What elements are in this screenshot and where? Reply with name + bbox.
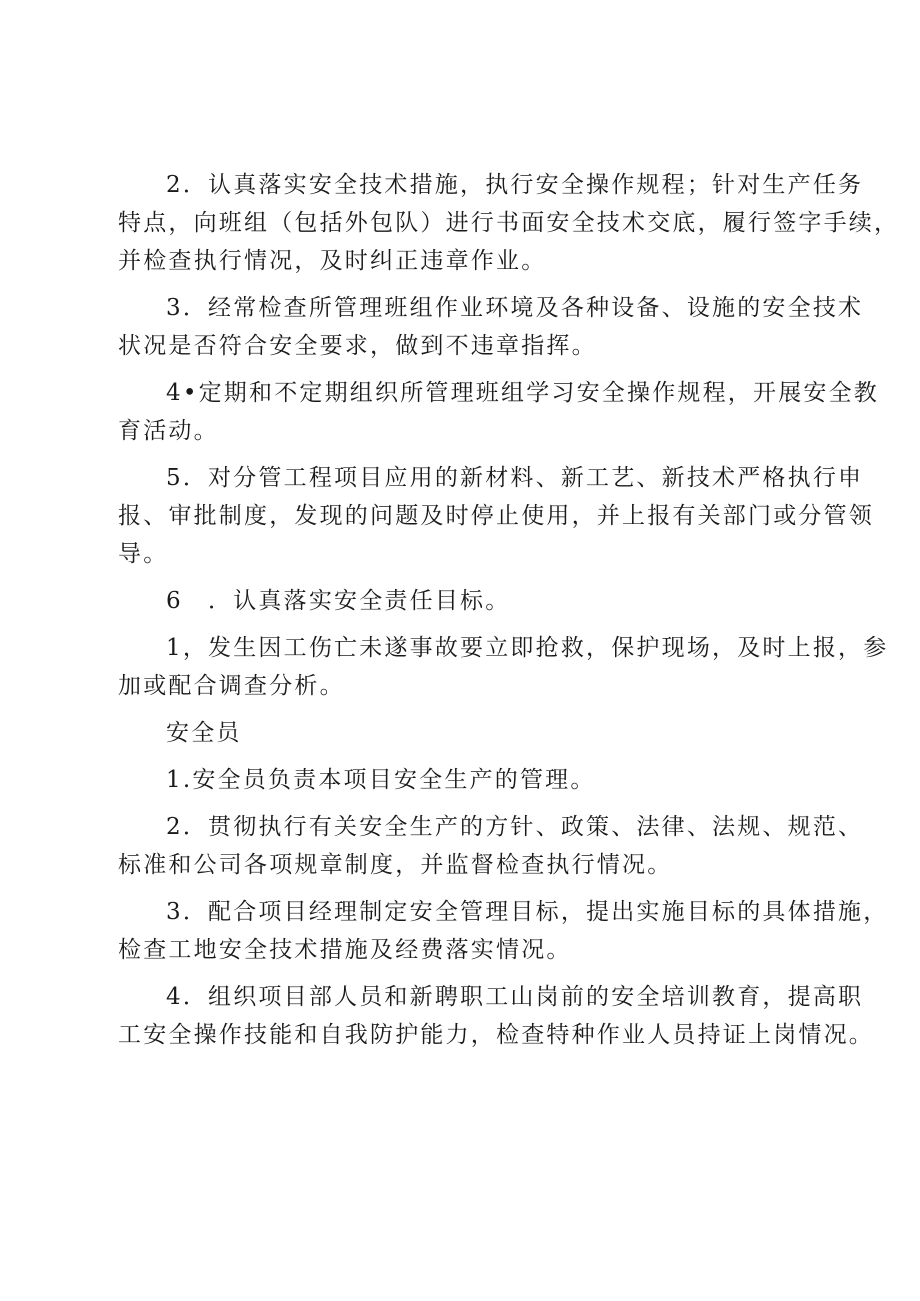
paragraph-item-3-inspection [118, 289, 864, 365]
paragraph-item-6-responsibility [118, 582, 818, 620]
text-line: 检查工地安全技术措施及经费落实情况。 [118, 937, 572, 963]
text-line: 特点，向班组（包括外包队）进行书面安全技术交底，履行签字手续， [118, 210, 900, 236]
text-line: 4•定期和不定期组织所管理班组学习安全操作规程，开展安全教 [166, 380, 879, 406]
text-line: 工安全操作技能和自我防护能力，检查特种作业人员持证上岗情况。 [118, 1022, 874, 1048]
document-body [118, 166, 900, 1054]
text-line: 2．贯彻执行有关安全生产的方针、政策、法律、法规、规范、 [166, 814, 864, 840]
text-line: 5．对分管工程项目应用的新材料、新工艺、新技术严格执行申 [166, 465, 864, 491]
paragraph-officer-item-1 [118, 761, 818, 799]
text-line: 状况是否符合安全要求，做到不违章指挥。 [118, 333, 597, 359]
section-heading-safety-officer [118, 714, 818, 752]
text-line: 2．认真落实安全技术措施，执行安全操作规程；针对生产任务 [166, 172, 864, 198]
paragraph-officer-item-2 [118, 808, 864, 884]
paragraph-officer-item-4 [118, 978, 874, 1054]
text-line: 标准和公司各项规章制度，并监督检查执行情况。 [118, 852, 673, 878]
text-line: 报、审批制度，发现的问题及时停止使用，并上报有关部门或分管领 [118, 503, 874, 529]
text-line: 安全员 [166, 720, 242, 746]
paragraph-item-2-technical-measures [118, 166, 900, 280]
paragraph-officer-item-3 [118, 893, 889, 969]
text-line: 3．经常检查所管理班组作业环境及各种设备、设施的安全技术 [166, 295, 864, 321]
text-line: 3．配合项目经理制定安全管理目标，提出实施目标的具体措施， [166, 899, 889, 925]
text-line: 导。 [118, 541, 169, 567]
paragraph-item-4-training [118, 374, 879, 450]
text-line: 1.安全员负责本项目安全生产的管理。 [166, 767, 596, 793]
text-line: 6 ．认真落实安全责任目标。 [166, 588, 511, 614]
text-line: 加或配合调查分析。 [118, 673, 345, 699]
text-line: 育活动。 [118, 418, 219, 444]
text-line: 4．组织项目部人员和新聘职工山岗前的安全培训教育，提高职 [166, 984, 864, 1010]
text-line: 1，发生因工伤亡未遂事故要立即抢救，保护现场，及时上报，参 [166, 635, 889, 661]
paragraph-item-5-new-materials [118, 459, 874, 573]
paragraph-item-1-accident-response [118, 629, 889, 705]
text-line: 并检查执行情况，及时纠正违章作业。 [118, 248, 547, 274]
